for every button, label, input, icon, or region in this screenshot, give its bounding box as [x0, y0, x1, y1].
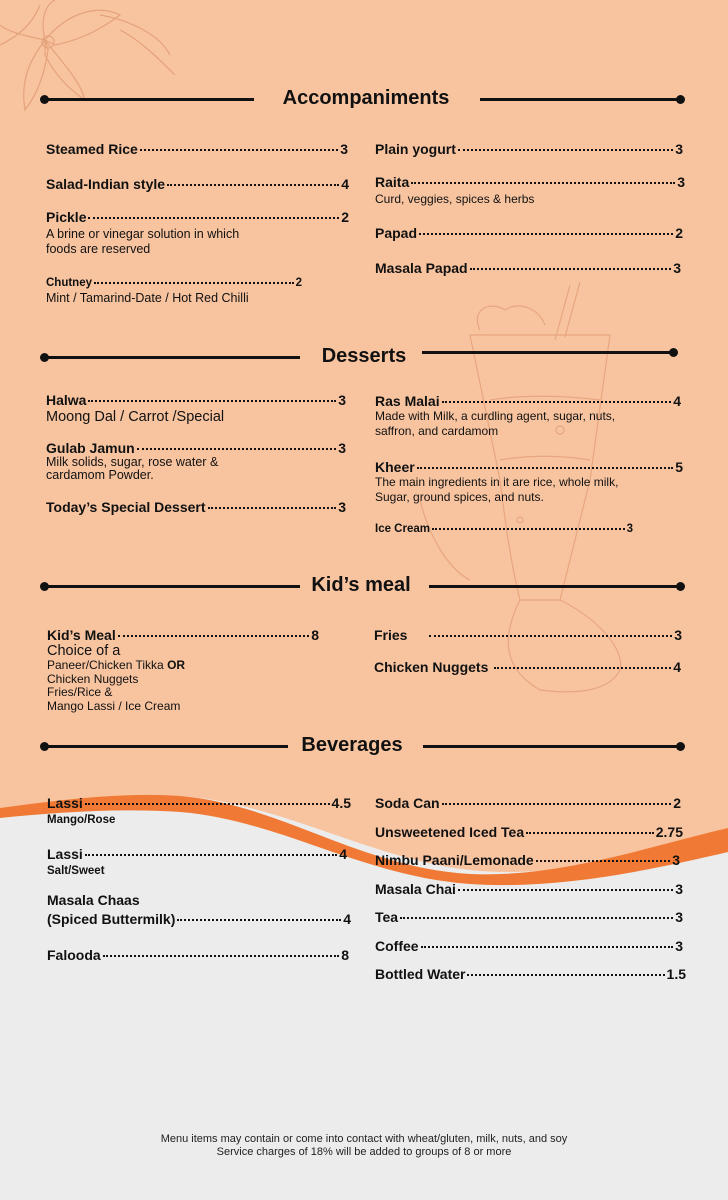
item-row: [375, 224, 683, 241]
item-price: 3: [338, 440, 346, 456]
item-description: Paneer/Chicken Tikka OR: [47, 658, 186, 672]
menu-item: [375, 173, 685, 207]
item-price: 3: [338, 499, 346, 515]
item-price: 2.75: [655, 824, 683, 840]
item-description: Moong Dal / Carrot /Special: [46, 409, 225, 425]
item-row: [375, 173, 685, 190]
menu-item: [46, 439, 346, 482]
dot-leader: [85, 794, 330, 805]
menu-item: [374, 658, 681, 675]
dot-leader: [432, 521, 625, 530]
item-name: Unsweetened Iced Tea: [375, 824, 525, 840]
dot-leader: [88, 208, 339, 219]
dot-leader: [167, 175, 339, 186]
section-header-desserts: [40, 345, 688, 369]
menu-item: [375, 224, 683, 241]
item-price: 3: [675, 881, 683, 897]
allergen-notice: Menu items may contain or come into contact with wheat/gluten, milk, nuts, and soy: [160, 1133, 568, 1145]
rule-line-left: [44, 356, 300, 359]
item-name: Papad: [375, 225, 418, 241]
dot-leader: [140, 140, 338, 151]
item-description: Made with Milk, a curdling agent, sugar, nuts, saffron, and cardamom: [375, 409, 616, 438]
item-name: Coffee: [375, 938, 419, 954]
rule-dot-right: [676, 95, 685, 104]
item-row: [47, 794, 351, 811]
menu-item: [47, 845, 347, 879]
menu-item: [46, 391, 346, 426]
item-name: Salad-Indian style: [46, 176, 166, 192]
menu-item: [374, 626, 682, 643]
item-row: [375, 937, 683, 954]
menu-item: [375, 392, 681, 439]
item-price: 2: [675, 225, 683, 241]
item-price: 3: [675, 141, 683, 157]
item-row: [375, 965, 686, 982]
service-charge-notice: Service charges of 18% will be added to groups of 8 or more: [216, 1146, 512, 1158]
menu-item: [375, 521, 633, 535]
item-row: [375, 259, 681, 276]
menu-item: [46, 498, 346, 515]
item-price: 3: [677, 174, 685, 190]
item-price: 2: [673, 795, 681, 811]
item-name: Pickle: [46, 209, 87, 225]
dot-leader: [88, 391, 336, 402]
rule-line-left: [44, 745, 288, 748]
dot-leader: [421, 937, 674, 948]
dot-leader: [85, 845, 337, 856]
item-name: Bottled Water: [375, 966, 466, 982]
item-price: 4: [673, 659, 681, 675]
item-price: 2: [295, 277, 302, 289]
section-header-kids-meal: [40, 574, 688, 598]
dot-leader: [177, 907, 341, 921]
item-price: 4.5: [331, 795, 351, 811]
menu-item: [375, 458, 683, 505]
menu-item: [375, 908, 683, 925]
item-name: Chicken Nuggets: [374, 659, 489, 675]
item-row: [375, 794, 681, 811]
item-row: [46, 498, 346, 515]
dot-leader: [429, 626, 672, 637]
rule-line-left: [44, 585, 300, 588]
menu-item: [375, 937, 683, 954]
menu-item: [47, 794, 351, 828]
rule-line-right: [423, 745, 679, 748]
item-row: [47, 946, 349, 963]
item-row: [375, 880, 683, 897]
menu-item: [375, 851, 680, 868]
item-name: Lassi: [47, 846, 83, 862]
item-name: Fries: [374, 627, 408, 643]
menu-item: [375, 140, 683, 157]
menu-item: [46, 140, 348, 157]
rule-line-right: [422, 351, 676, 354]
dot-leader: [400, 908, 673, 919]
dot-leader: [442, 392, 672, 403]
item-price: 4: [341, 176, 349, 192]
item-price: 3: [675, 909, 683, 925]
item-row: [47, 910, 351, 927]
section-title: Kid’s meal: [311, 574, 411, 596]
item-price: 3: [675, 938, 683, 954]
menu-item: [47, 892, 351, 927]
item-name: Kid’s Meal: [47, 627, 116, 643]
item-row: [46, 140, 348, 157]
item-row: [46, 275, 302, 289]
dot-leader: [494, 658, 671, 669]
menu-item: [375, 880, 683, 897]
item-row: [375, 908, 683, 925]
dot-leader: [458, 880, 673, 891]
section-title: Accompaniments: [282, 87, 450, 109]
item-row: [375, 521, 633, 535]
dot-leader: [137, 439, 337, 450]
item-description: Milk solids, sugar, rose water & cardamom Powder.: [46, 455, 219, 482]
item-description: Mango Lassi / Ice Cream: [47, 698, 181, 713]
item-name: Today’s Special Dessert: [46, 499, 206, 515]
item-price: 4: [343, 911, 351, 927]
rule-dot-right: [669, 348, 678, 357]
item-description: A brine or vinegar solution in which foods are reserved: [46, 227, 240, 256]
item-description: Mango/Rose: [47, 814, 116, 826]
item-choice: Choice of a: [47, 643, 121, 659]
item-description: Chicken Nuggets: [47, 671, 139, 686]
item-name: Soda Can: [375, 795, 440, 811]
item-price: 8: [311, 627, 319, 643]
dot-leader: [419, 224, 673, 235]
item-name: Lassi: [47, 795, 83, 811]
item-name: Kheer: [375, 459, 415, 475]
menu-item: [375, 823, 683, 840]
menu-item: [47, 626, 319, 713]
item-name: Chutney: [46, 277, 92, 289]
dot-leader: [118, 626, 309, 637]
item-row: [46, 439, 346, 456]
item-price: 3: [338, 392, 346, 408]
dot-leader: [467, 965, 664, 976]
menu-item: [375, 259, 681, 276]
item-name: Nimbu Paani/Lemonade: [375, 852, 534, 868]
item-description: Curd, veggies, spices & herbs: [375, 192, 535, 206]
menu-item: [47, 946, 349, 963]
menu-footer: [0, 1133, 728, 1159]
item-row: [46, 208, 349, 225]
rule-line-right: [429, 585, 679, 588]
item-name: Falooda: [47, 947, 101, 963]
rule-line-left: [44, 98, 254, 101]
item-price: 1.5: [666, 966, 686, 982]
item-price: 4: [673, 393, 681, 409]
item-row: [47, 845, 347, 862]
item-price: 2: [341, 209, 349, 225]
rule-dot-right: [676, 742, 685, 751]
item-description: Fries/Rice &: [47, 685, 113, 699]
item-price: 8: [341, 947, 349, 963]
item-name: Masala Chai: [375, 881, 456, 897]
item-price: 4: [339, 846, 347, 862]
item-name: Ras Malai: [375, 393, 440, 409]
item-name: Ice Cream: [375, 523, 430, 535]
item-name: Steamed Rice: [46, 141, 138, 157]
item-name: Halwa: [46, 392, 87, 408]
item-description: The main ingredients in it are rice, whole milk, Sugar, ground spices, and nuts.: [375, 475, 619, 504]
dot-leader: [536, 851, 671, 862]
rule-line-right: [480, 98, 684, 101]
item-price: 3: [674, 627, 682, 643]
item-name-prefix: Masala Chaas: [47, 892, 140, 908]
section-title: Desserts: [321, 345, 407, 367]
item-row: [375, 392, 681, 409]
menu-item: [46, 208, 349, 257]
dot-leader: [208, 498, 337, 509]
item-price: 3: [673, 260, 681, 276]
item-row: [375, 823, 683, 840]
item-name: Raita: [375, 174, 410, 190]
dot-leader: [417, 458, 674, 469]
item-price: 3: [340, 141, 348, 157]
item-name: Gulab Jamun: [46, 440, 135, 456]
item-description: Salt/Sweet: [47, 865, 105, 877]
item-row: [375, 851, 680, 868]
dot-leader: [458, 140, 673, 151]
item-row: [47, 626, 319, 643]
section-title: Beverages: [301, 734, 403, 756]
rule-dot-right: [676, 582, 685, 591]
section-header-beverages: [40, 734, 688, 758]
dot-leader: [103, 946, 340, 957]
menu-item: [46, 275, 302, 306]
item-row: [374, 626, 682, 643]
menu-item: [375, 965, 686, 982]
dot-leader: [470, 259, 672, 270]
menu-item: [46, 175, 349, 192]
item-price: 5: [675, 459, 683, 475]
section-header-accompaniments: [40, 87, 688, 111]
item-row: [375, 458, 683, 475]
item-price: 3: [626, 523, 633, 535]
item-name: Plain yogurt: [375, 141, 456, 157]
item-price: 3: [672, 852, 680, 868]
item-row: [46, 175, 349, 192]
item-name: Masala Papad: [375, 260, 468, 276]
dot-leader: [442, 794, 672, 805]
item-description: Mint / Tamarind-Date / Hot Red Chilli: [46, 291, 249, 305]
dot-leader: [526, 823, 654, 834]
dot-leader: [411, 173, 675, 184]
item-row: [374, 658, 681, 675]
item-row: [375, 140, 683, 157]
item-name: Tea: [375, 909, 399, 925]
item-row: [46, 391, 346, 408]
dot-leader: [94, 275, 294, 284]
item-name: (Spiced Buttermilk): [47, 911, 176, 927]
menu-item: [375, 794, 681, 811]
